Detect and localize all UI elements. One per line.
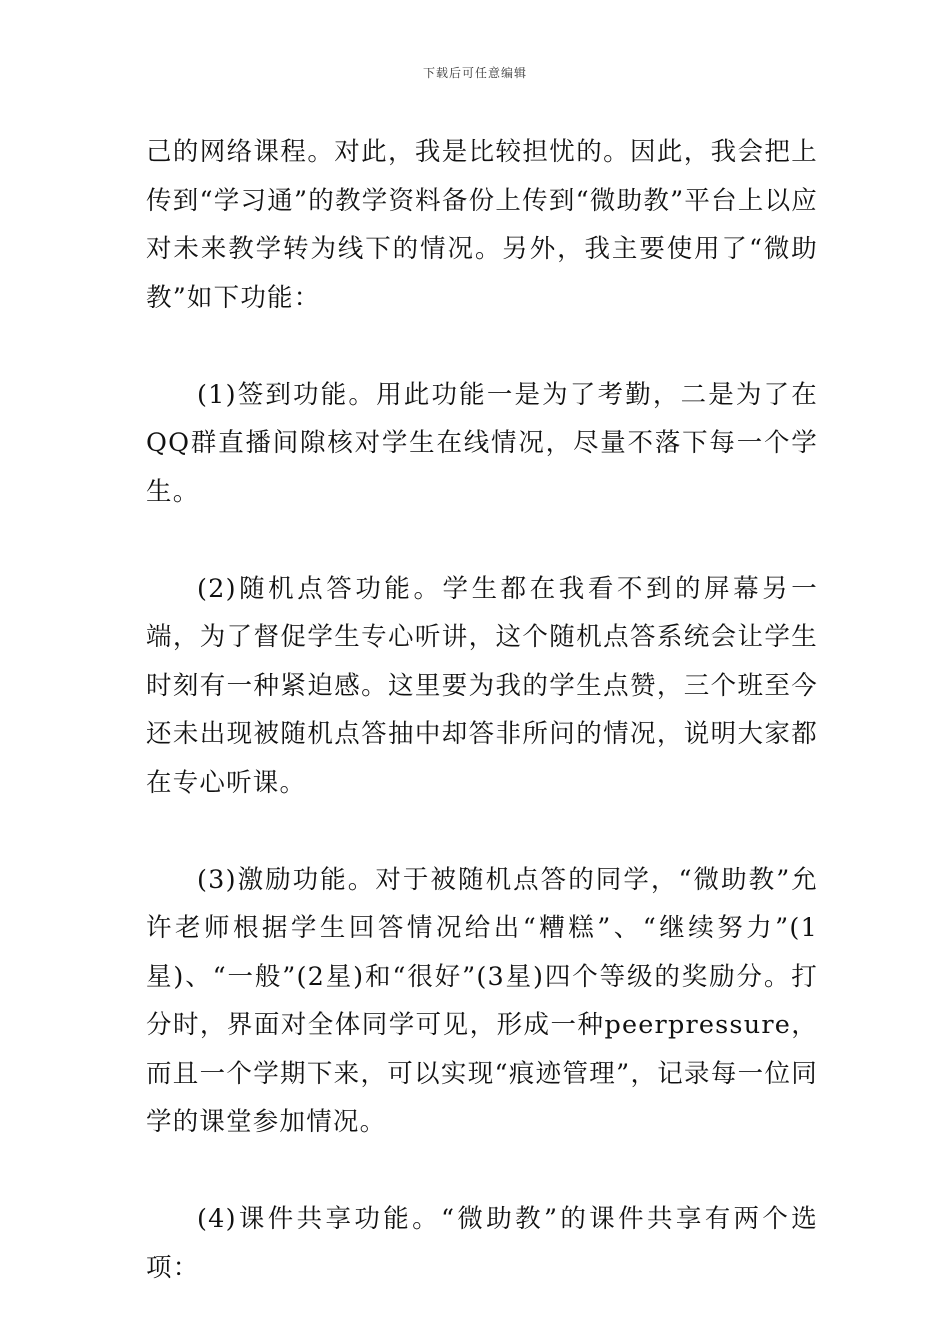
paragraph-1: 己的网络课程。对此，我是比较担忧的。因此，我会把上传到“学习通”的教学资料备份上传到“微助教”平台上以应对未来教学转为线下的情况。另外，我主要使用了“微助教”如下功能： bbox=[146, 137, 818, 313]
paragraph-3: (2)随机点答功能。学生都在我看不到的屏幕另一端，为了督促学生专心听讲，这个随机点答系统会让学生时刻有一种紧迫感。这里要为我的学生点赞，三个班至今还未出现被随机点答抽中却答非所问的情况，说明大家都在专心听课。 bbox=[146, 573, 818, 798]
paragraph-4: (3)激励功能。对于被随机点答的同学，“微助教”允许老师根据学生回答情况给出“糟糕”、“继续努力”(1星)、“一般”(2星)和“很好”(3星)四个等级的奖励分。打分时，界面对全体同学可见，形成一种peerpressure，而且一个学期下来，可以实现“痕迹管理”，记录每一位同学的课堂参加情况。 bbox=[146, 864, 818, 1137]
paragraph-2: (1)签到功能。用此功能一是为了考勤，二是为了在QQ群直播间隙核对学生在线情况，尽量不落下每一个学生。 bbox=[146, 379, 818, 507]
page-header: 下载后可任意编辑 bbox=[422, 66, 527, 80]
document-body bbox=[146, 128, 818, 1292]
paragraph-5: (4)课件共享功能。“微助教”的课件共享有两个选项： bbox=[146, 1204, 818, 1283]
